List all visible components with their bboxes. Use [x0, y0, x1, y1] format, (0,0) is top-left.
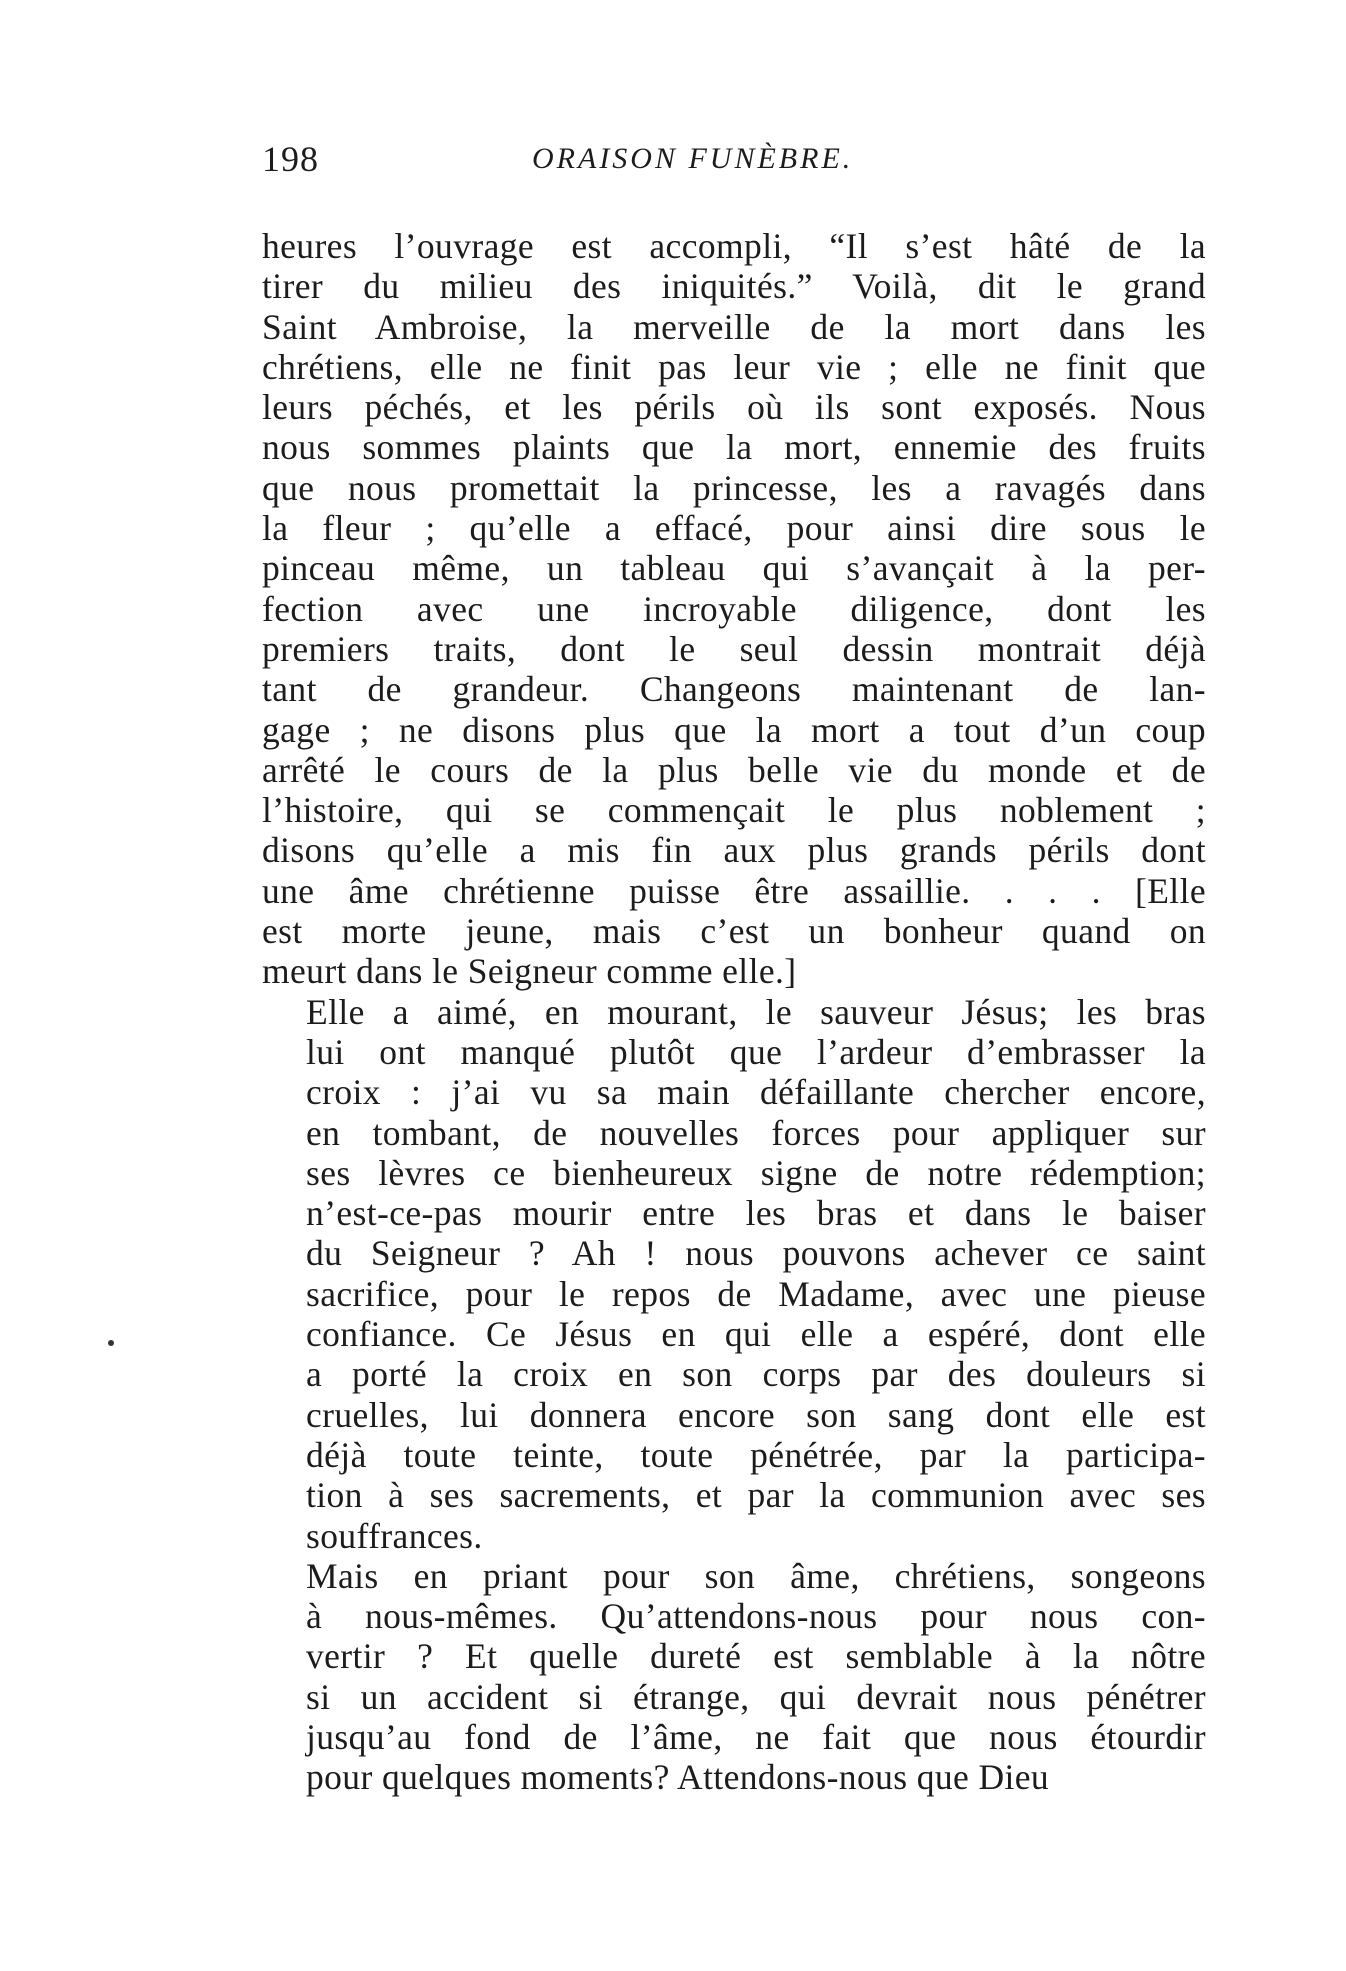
text-line: Elle a aimé, en mourant, le sauveur Jésus; les bras: [306, 991, 1206, 1032]
text-line: est morte jeune, mais c’est un bonheur quand on: [262, 911, 1206, 952]
text-line: vertir ? Et quelle dureté est semblable à la nôtre: [306, 1636, 1206, 1677]
text-line: disons qu’elle a mis fin aux plus grands périls dont: [262, 830, 1206, 871]
text-line: tirer du milieu des iniquités.” Voilà, dit le grand: [262, 266, 1206, 307]
text-line: pour quelques moments? Attendons-nous que Dieu: [306, 1757, 1050, 1798]
text-line: que nous promettait la princesse, les a ravagés dans: [262, 467, 1206, 508]
text-line: chrétiens, elle ne finit pas leur vie ; elle ne finit que: [262, 346, 1206, 387]
text-line: nous sommes plaints que la mort, ennemie des fruits: [262, 427, 1206, 468]
paragraph: [262, 992, 1206, 1556]
text-line: la fleur ; qu’elle a effacé, pour ainsi dire sous le: [262, 508, 1206, 549]
text-line: souffrances.: [306, 1515, 483, 1556]
text-line: à nous-mêmes. Qu’attendons-nous pour nous con-: [306, 1596, 1206, 1637]
text-line: confiance. Ce Jésus en qui elle a espéré, dont elle: [306, 1314, 1206, 1355]
text-line: jusqu’au fond de l’âme, ne fait que nous étourdir: [306, 1716, 1206, 1757]
text-line: a porté la croix en son corps par des douleurs si: [306, 1354, 1206, 1395]
text-line: arrêté le cours de la plus belle vie du monde et de: [262, 749, 1206, 790]
text-line: gage ; ne disons plus que la mort a tout d’un coup: [262, 709, 1206, 750]
print-speck: [108, 1340, 114, 1346]
text-line: cruelles, lui donnera encore son sang dont elle est: [306, 1394, 1206, 1435]
text-line: fection avec une incroyable diligence, dont les: [262, 588, 1206, 629]
text-line: si un accident si étrange, qui devrait nous pénétrer: [306, 1676, 1206, 1717]
text-line: sacrifice, pour le repos de Madame, avec une pieuse: [306, 1273, 1206, 1314]
running-title: ORAISON FUNÈBRE.: [532, 142, 854, 175]
text-line: Saint Ambroise, la merveille de la mort dans les: [262, 306, 1206, 347]
text-line: croix : j’ai vu sa main défaillante chercher encore,: [306, 1072, 1206, 1113]
text-line: tion à ses sacrements, et par la communion avec ses: [306, 1475, 1206, 1516]
text-line: heures l’ouvrage est accompli, “Il s’est hâté de la: [262, 226, 1206, 266]
text-line: du Seigneur ? Ah ! nous pouvons achever ce saint: [306, 1233, 1206, 1274]
text-line: pinceau même, un tableau qui s’avançait à la per-: [262, 548, 1206, 589]
text-line: leurs péchés, et les périls où ils sont exposés. Nous: [262, 387, 1206, 428]
text-line: meurt dans le Seigneur comme elle.]: [262, 951, 797, 992]
text-line: Mais en priant pour son âme, chrétiens, songeons: [306, 1555, 1206, 1596]
page-number: 198: [262, 139, 319, 179]
text-line: en tombant, de nouvelles forces pour appliquer sur: [306, 1112, 1206, 1153]
text-line: tant de grandeur. Changeons maintenant de lan-: [262, 669, 1206, 710]
text-line: premiers traits, dont le seul dessin montrait déjà: [262, 628, 1206, 669]
paragraph: [262, 1556, 1206, 1798]
page-header: [262, 134, 1206, 184]
text-line: déjà toute teinte, toute pénétrée, par la participa-: [306, 1434, 1206, 1475]
paragraph: [262, 226, 1206, 992]
text-line: l’histoire, qui se commençait le plus noblement ;: [262, 790, 1206, 831]
text-line: ses lèvres ce bienheureux signe de notre rédemption;: [306, 1152, 1206, 1193]
body-text: [262, 226, 1206, 1798]
text-line: une âme chrétienne puisse être assaillie. . . . [Elle: [262, 870, 1206, 911]
text-line: lui ont manqué plutôt que l’ardeur d’embrasser la: [306, 1031, 1206, 1072]
text-line: n’est-ce-pas mourir entre les bras et dans le baiser: [306, 1193, 1206, 1234]
